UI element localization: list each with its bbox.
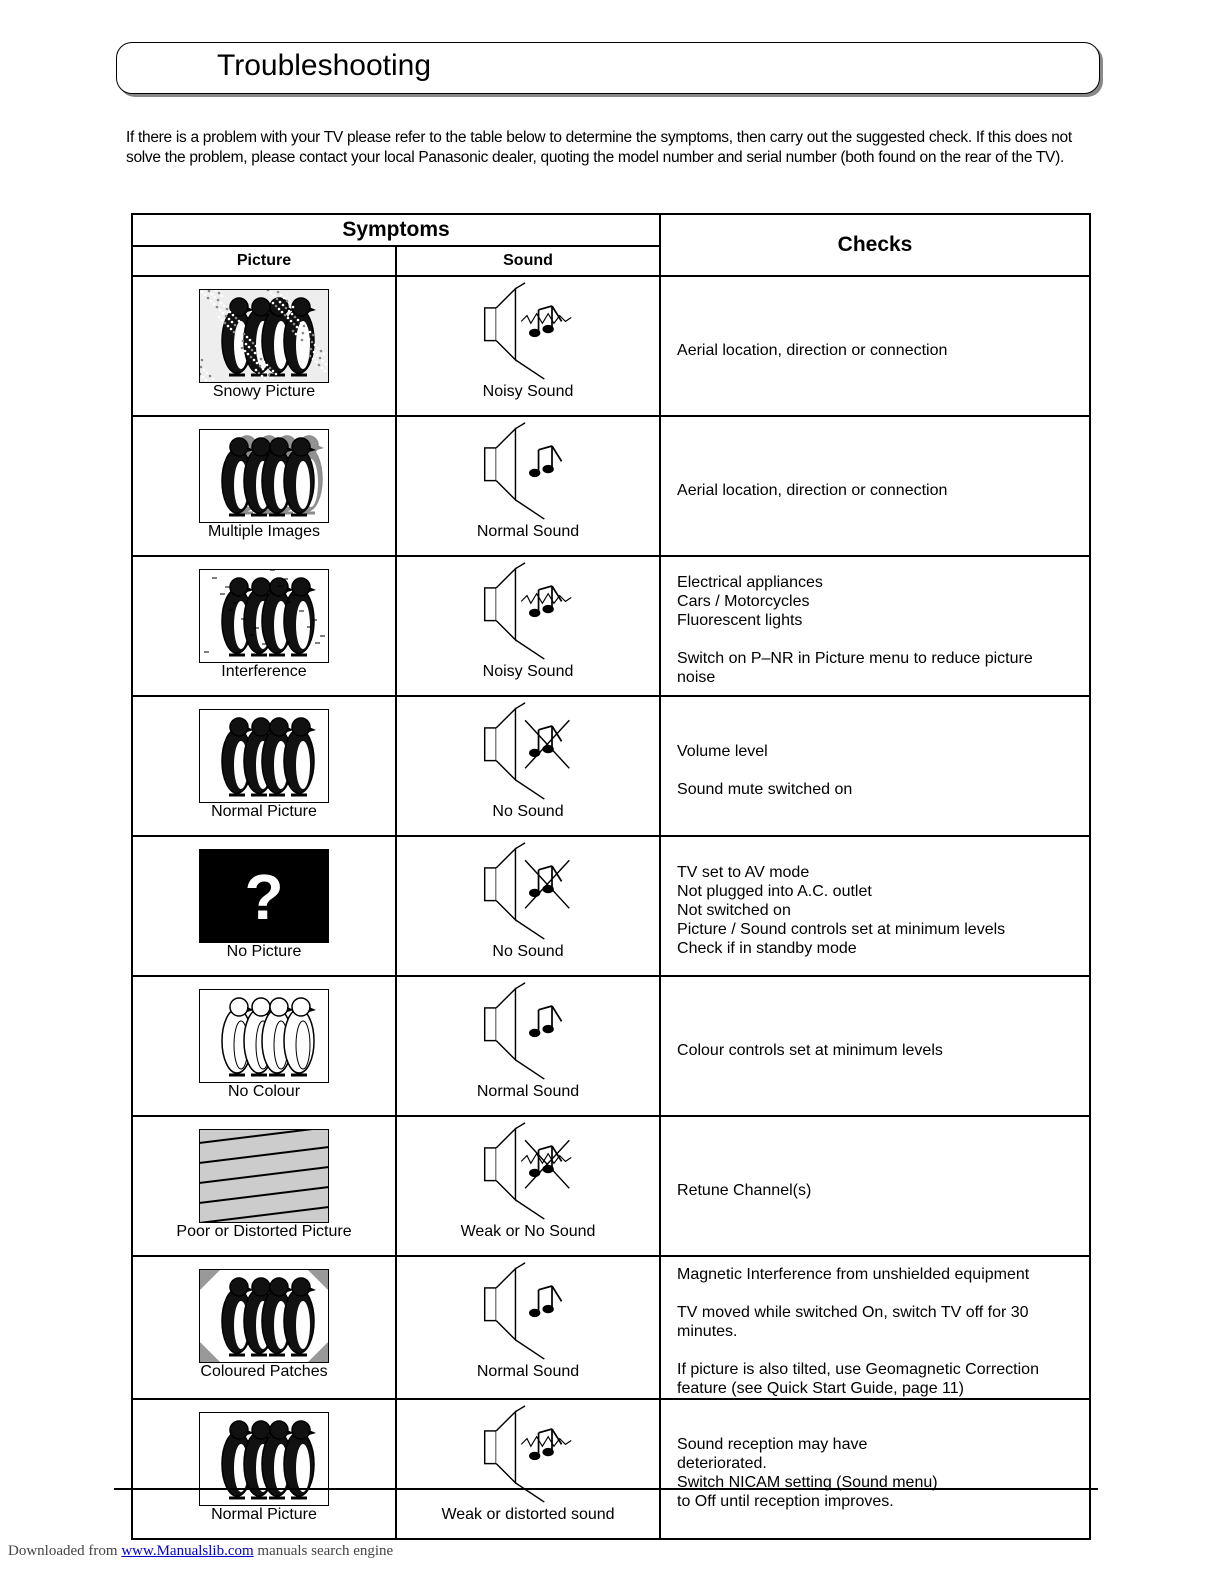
picture-caption: Snowy Picture xyxy=(212,383,316,400)
picture-cell xyxy=(132,976,396,1116)
footer-suffix: manuals search engine xyxy=(257,1543,394,1559)
checks-cell xyxy=(660,416,1090,556)
question-mark-icon xyxy=(199,849,329,943)
table-row xyxy=(132,1399,1090,1539)
sound-cell xyxy=(396,1399,660,1539)
check-line xyxy=(677,1341,1073,1360)
checks-cell xyxy=(660,1399,1090,1539)
sound-cell xyxy=(396,276,660,416)
check-line: Volume level xyxy=(677,742,768,760)
check-line: Retune Channel(s) xyxy=(677,1181,812,1199)
weak-muted-speaker-icon xyxy=(477,1121,577,1221)
noisy-speaker-icon xyxy=(477,281,577,381)
table-row xyxy=(132,556,1090,696)
picture-caption: Multiple Images xyxy=(207,523,321,540)
check-line: Aerial location, direction or connection xyxy=(677,341,948,359)
footer-link[interactable]: www.Manualslib.com xyxy=(121,1543,254,1559)
outline-penguins-icon xyxy=(199,989,329,1083)
checks-cell xyxy=(660,696,1090,836)
muted-speaker-icon xyxy=(477,701,577,801)
penguins-icon xyxy=(199,1412,329,1506)
check-line: Magnetic Interference from unshielded equipment xyxy=(677,1266,1030,1283)
picture-caption: No Picture xyxy=(226,943,302,960)
check-line: Picture / Sound controls set at minimum levels xyxy=(677,920,1006,938)
bottom-rule xyxy=(114,1488,1098,1490)
sound-caption: Weak or No Sound xyxy=(460,1223,596,1240)
sound-caption: No Sound xyxy=(492,803,564,820)
noisy-speaker-icon xyxy=(477,561,577,661)
check-line: Sound reception may have xyxy=(677,1436,868,1453)
picture-cell xyxy=(132,1116,396,1256)
picture-cell xyxy=(132,416,396,556)
checks-cell xyxy=(660,1256,1090,1399)
sound-caption: Noisy Sound xyxy=(482,383,574,400)
picture-cell xyxy=(132,696,396,836)
check-line: Fluorescent lights xyxy=(677,612,803,629)
picture-header: Picture xyxy=(132,246,396,276)
picture-cell xyxy=(132,276,396,416)
sound-caption: Noisy Sound xyxy=(482,663,574,680)
sound-header: Sound xyxy=(396,246,660,276)
table-row xyxy=(132,276,1090,416)
sound-caption: No Sound xyxy=(492,943,564,960)
distorted-lines-icon xyxy=(199,1129,329,1223)
picture-cell xyxy=(132,556,396,696)
check-line xyxy=(677,1284,1073,1303)
check-line: TV set to AV mode xyxy=(677,863,810,881)
picture-caption: Poor or Distorted Picture xyxy=(176,1223,352,1240)
muted-speaker-icon xyxy=(477,841,577,941)
speaker-icon xyxy=(477,981,577,1081)
check-line: Electrical appliances xyxy=(677,574,823,591)
check-line: Sound mute switched on xyxy=(677,780,853,798)
title-box xyxy=(116,42,1100,94)
check-line: Check if in standby mode xyxy=(677,939,857,957)
sound-cell xyxy=(396,1116,660,1256)
picture-caption: Normal Picture xyxy=(211,1506,317,1523)
speaker-icon xyxy=(477,421,577,521)
check-line: to Off until reception improves. xyxy=(677,1493,894,1510)
picture-cell xyxy=(132,1399,396,1539)
footer xyxy=(8,1543,393,1560)
check-line: Cars / Motorcycles xyxy=(677,593,810,610)
check-line: Aerial location, direction or connection xyxy=(677,481,948,499)
penguins-icon xyxy=(199,709,329,803)
picture-caption: Coloured Patches xyxy=(200,1363,328,1380)
sound-cell xyxy=(396,836,660,976)
check-line xyxy=(677,630,1073,649)
speaker-icon xyxy=(477,1261,577,1361)
page-title: Troubleshooting xyxy=(217,49,432,82)
table-row xyxy=(132,836,1090,976)
troubleshooting-table xyxy=(131,213,1091,1540)
table-row xyxy=(132,416,1090,556)
footer-prefix: Downloaded from xyxy=(8,1543,118,1559)
check-line: If picture is also tilted, use Geomagnetic Correction feature (see Quick Start Guide, page 11) xyxy=(677,1361,1039,1397)
sound-caption: Normal Sound xyxy=(476,1083,580,1100)
sound-cell xyxy=(396,696,660,836)
check-line: TV moved while switched On, switch TV off for 30 minutes. xyxy=(677,1304,1029,1340)
sound-cell xyxy=(396,416,660,556)
check-line: Switch on P–NR in Picture menu to reduce picture noise xyxy=(677,650,1033,686)
sound-cell xyxy=(396,1256,660,1399)
check-line: Not plugged into A.C. outlet xyxy=(677,882,872,900)
check-line: Not switched on xyxy=(677,901,791,919)
checks-cell xyxy=(660,1116,1090,1256)
sound-cell xyxy=(396,556,660,696)
patched-penguins-icon xyxy=(199,1269,329,1363)
interference-penguins-icon xyxy=(199,569,329,663)
checks-cell xyxy=(660,556,1090,696)
picture-cell xyxy=(132,836,396,976)
checks-cell xyxy=(660,836,1090,976)
table-row xyxy=(132,1256,1090,1399)
check-line: deteriorated. xyxy=(677,1455,767,1472)
snowy-penguins-icon xyxy=(199,289,329,383)
check-line: Colour controls set at minimum levels xyxy=(677,1041,943,1059)
symptoms-header: Symptoms xyxy=(132,214,660,246)
picture-caption: Interference xyxy=(221,663,307,680)
table-row xyxy=(132,696,1090,836)
sound-caption: Normal Sound xyxy=(476,1363,580,1380)
check-line: Switch NICAM setting (Sound menu) xyxy=(677,1474,938,1491)
picture-cell xyxy=(132,1256,396,1399)
sound-cell xyxy=(396,976,660,1116)
table-row xyxy=(132,976,1090,1116)
sound-caption: Normal Sound xyxy=(476,523,580,540)
intro-paragraph: If there is a problem with your TV please refer to the table below to determine the symptoms, then carry out the suggested check. If this does not solve the problem, please contact your local Panasonic dealer, quoting the model number and serial number (both found on the rear of the TV). xyxy=(126,129,1072,166)
checks-header: Checks xyxy=(660,214,1090,276)
picture-caption: Normal Picture xyxy=(211,803,317,820)
table-row xyxy=(132,1116,1090,1256)
svg-text:?: ? xyxy=(244,861,284,933)
picture-caption: No Colour xyxy=(227,1083,301,1100)
check-line xyxy=(677,761,1073,780)
sound-caption: Weak or distorted sound xyxy=(441,1506,615,1523)
checks-cell xyxy=(660,276,1090,416)
checks-cell xyxy=(660,976,1090,1116)
ghost-penguins-icon xyxy=(199,429,329,523)
